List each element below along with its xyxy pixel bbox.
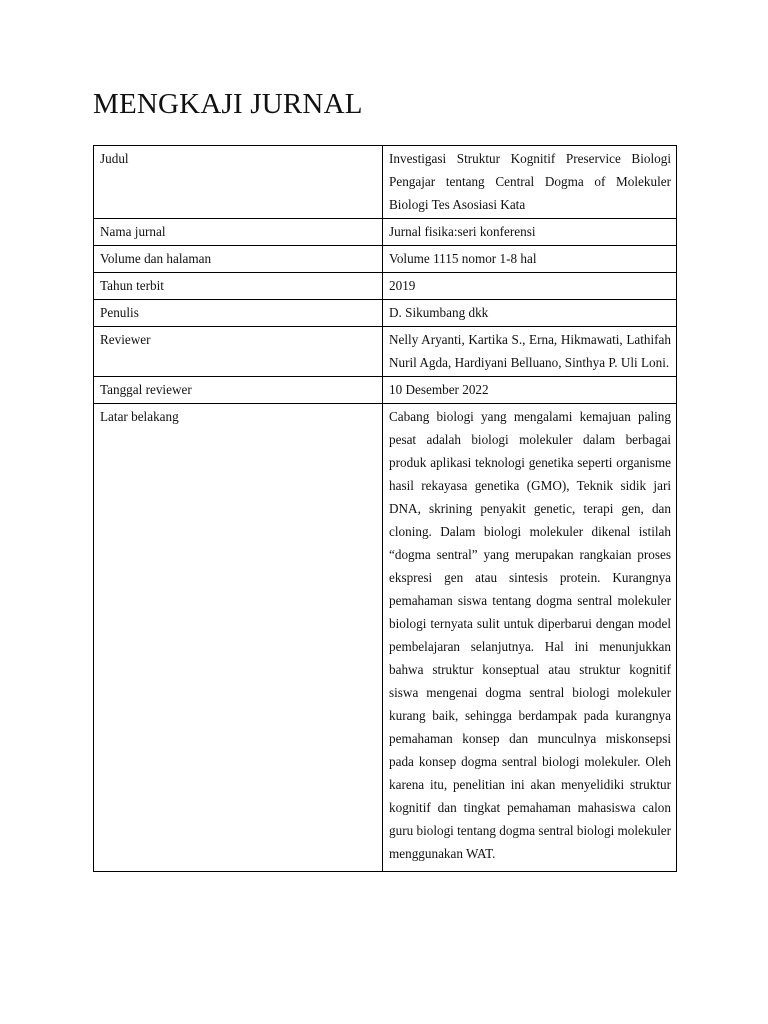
table-row-volume <box>94 246 677 273</box>
table-row-latar-belakang <box>94 404 677 872</box>
row-value: Nelly Aryanti, Kartika S., Erna, Hikmawati, Lathifah Nuril Agda, Hardiyani Belluano, Sinthya P. Uli Loni. <box>383 327 677 377</box>
table-row-nama-jurnal <box>94 219 677 246</box>
table-row-judul <box>94 146 677 219</box>
table-row-tanggal-reviewer <box>94 377 677 404</box>
row-label: Reviewer <box>94 327 383 377</box>
row-label: Penulis <box>94 300 383 327</box>
row-label: Judul <box>94 146 383 219</box>
row-value: 10 Desember 2022 <box>383 377 677 404</box>
row-label: Tanggal reviewer <box>94 377 383 404</box>
row-label: Nama jurnal <box>94 219 383 246</box>
row-value: Investigasi Struktur Kognitif Preservice Biologi Pengajar tentang Central Dogma of Molekuler Biologi Tes Asosiasi Kata <box>383 146 677 219</box>
row-value: Cabang biologi yang mengalami kemajuan paling pesat adalah biologi molekuler dalam berbagai produk aplikasi teknologi genetika seperti organisme hasil rekayasa genetika (GMO), Teknik sidik jari DNA, skrining penyakit genetic, terapi gen, dan cloning. Dalam biologi molekuler dikenal istilah “dogma sentral” yang merupakan rangkaian proses ekspresi gen atau sintesis protein. Kurangnya pemahaman siswa tentang dogma sentral molekuler biologi ternyata sulit untuk diperbarui dengan model pembelajaran selanjutnya. Hal ini menunjukkan bahwa struktur konseptual atau struktur kognitif siswa mengenai dogma sentral biologi molekuler kurang baik, sehingga berdampak pada kurangnya pemahaman konsep dan munculnya miskonsepsi pada konsep dogma sentral biologi molekuler. Oleh karena itu, penelitian ini akan menyelidiki struktur kognitif dan tingkat pemahaman mahasiswa calon guru biologi tentang dogma sentral biologi molekuler menggunakan WAT. <box>383 404 677 872</box>
row-label: Tahun terbit <box>94 273 383 300</box>
table-row-tahun-terbit <box>94 273 677 300</box>
row-value: D. Sikumbang dkk <box>383 300 677 327</box>
row-value: Volume 1115 nomor 1-8 hal <box>383 246 677 273</box>
table-row-penulis <box>94 300 677 327</box>
page-title: MENGKAJI JURNAL <box>93 88 363 120</box>
row-value: Jurnal fisika:seri konferensi <box>383 219 677 246</box>
row-value: 2019 <box>383 273 677 300</box>
row-label: Volume dan halaman <box>94 246 383 273</box>
row-label: Latar belakang <box>94 404 383 872</box>
table-row-reviewer <box>94 327 677 377</box>
journal-review-table <box>93 145 677 872</box>
